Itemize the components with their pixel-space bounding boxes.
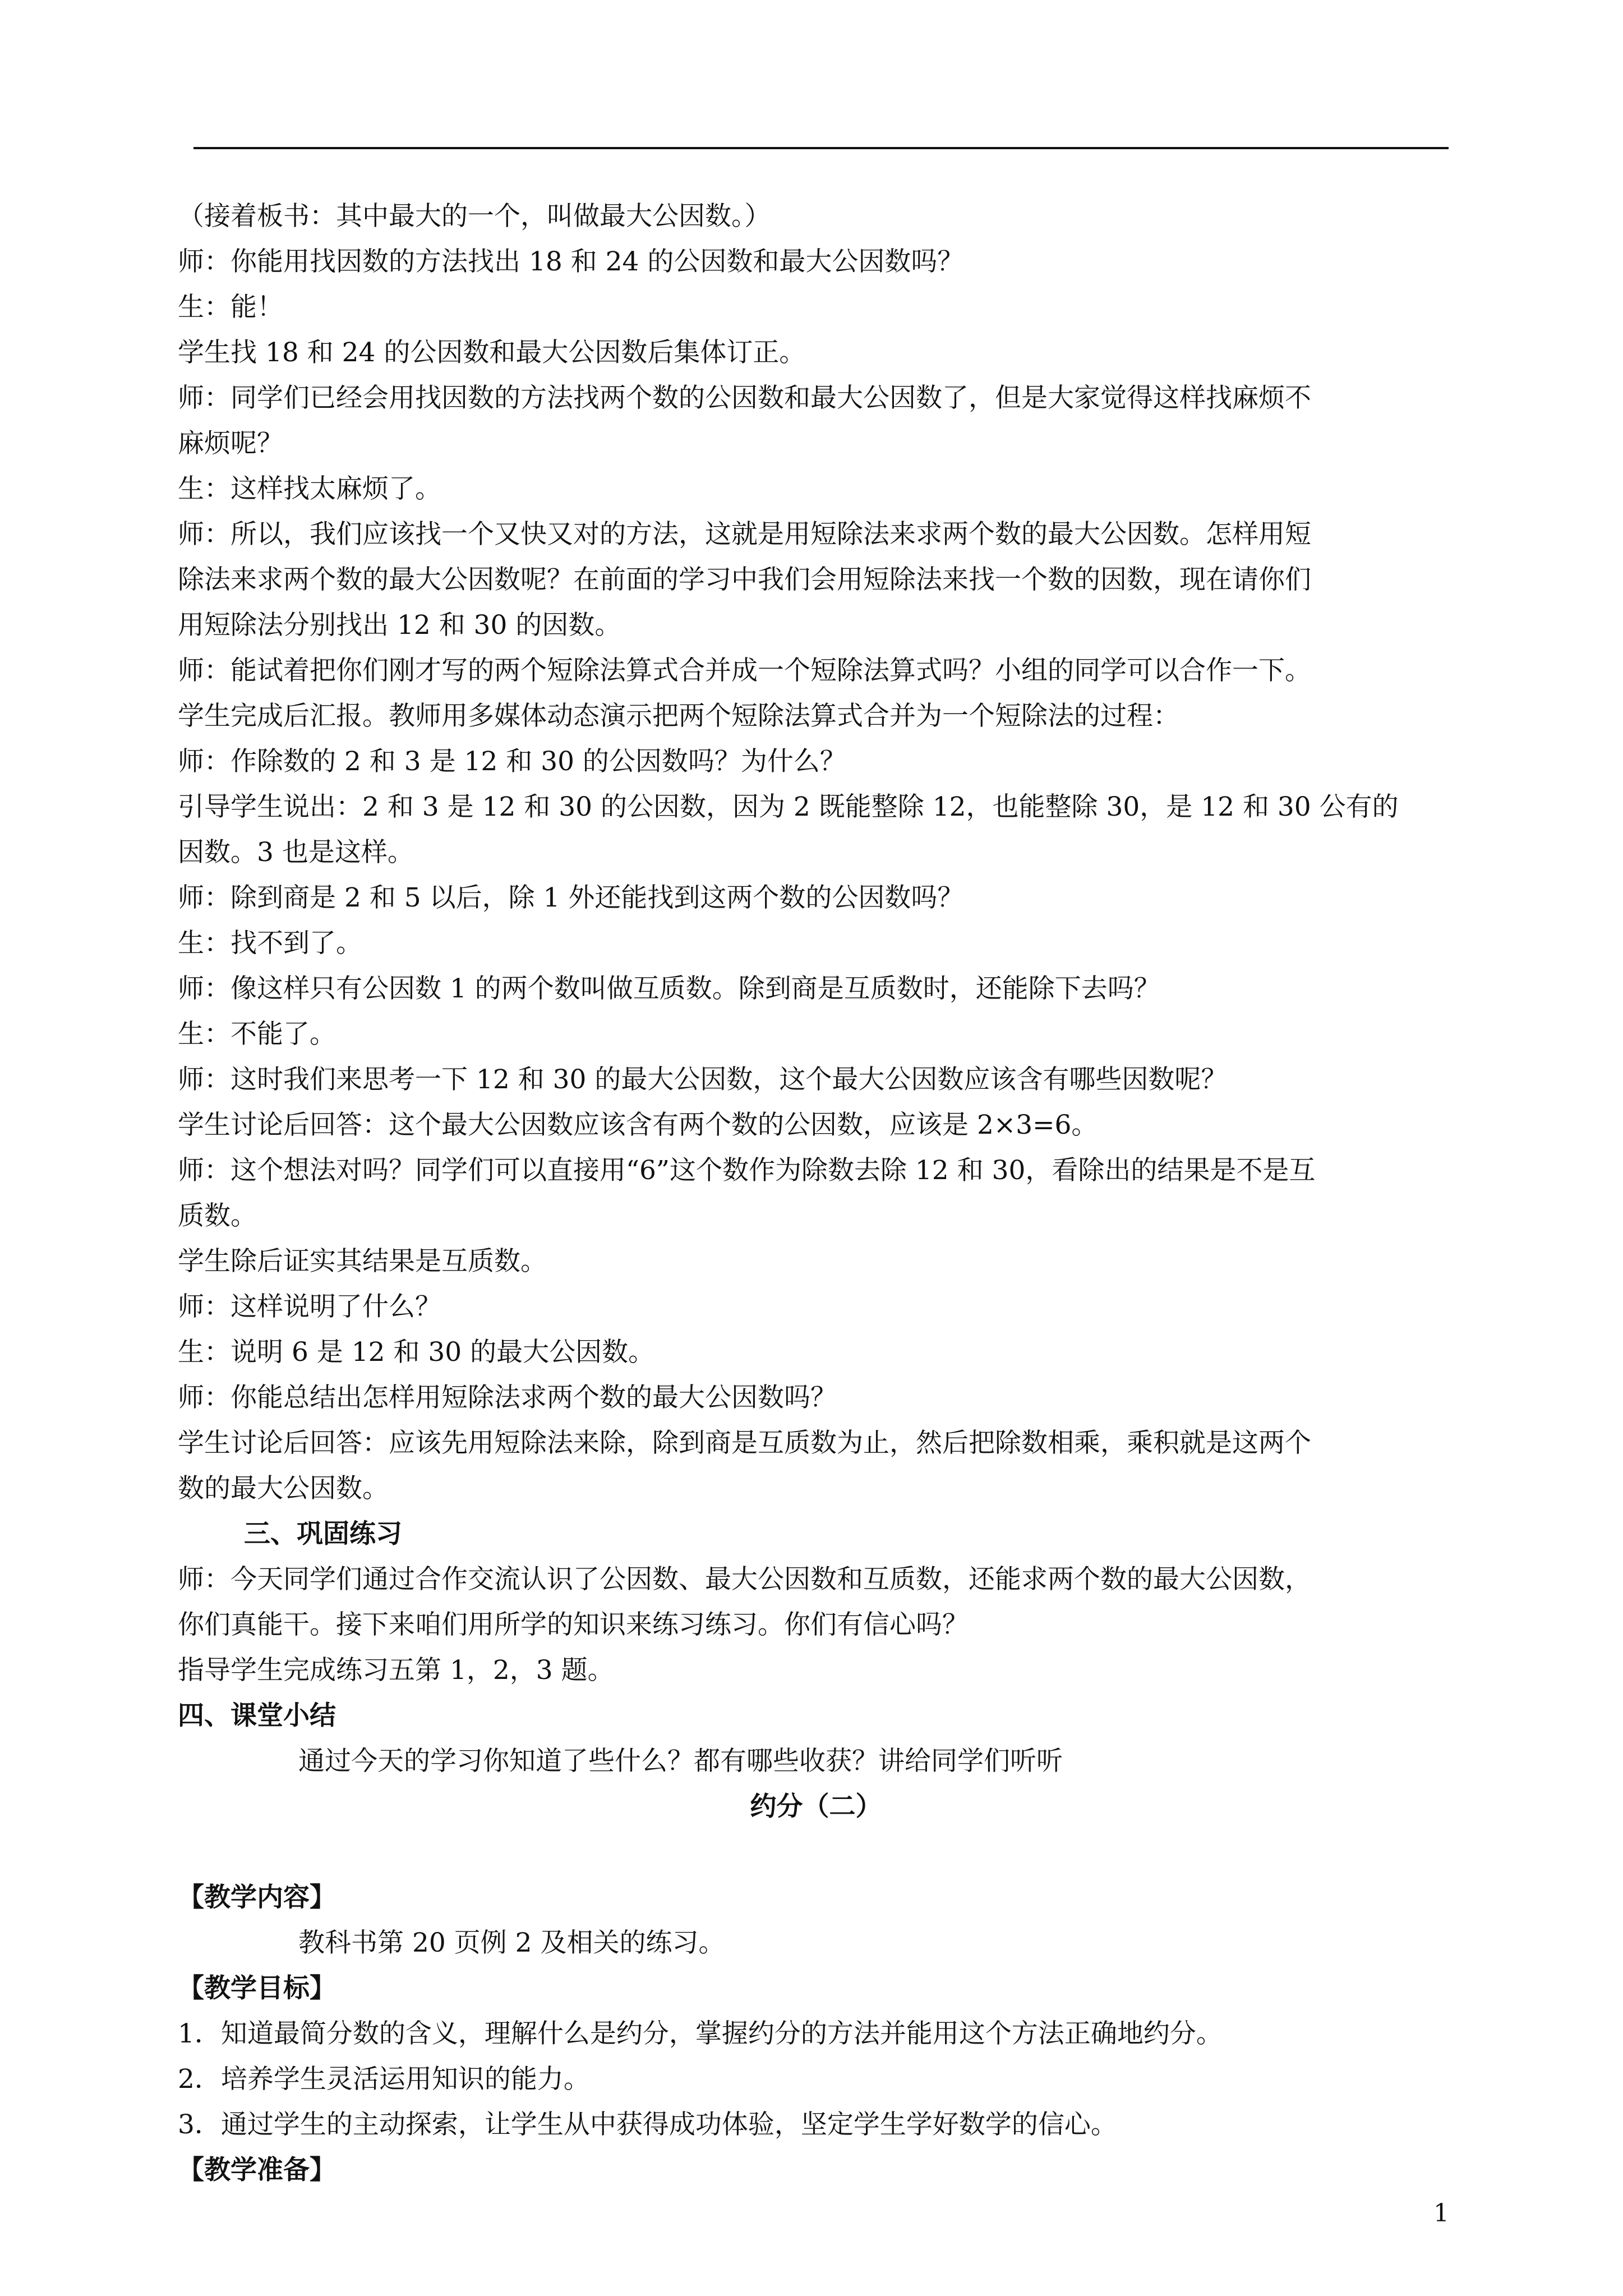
text-line: 学生完成后汇报。教师用多媒体动态演示把两个短除法算式合并为一个短除法的过程： (178, 701, 1179, 731)
text-line: 师：能试着把你们刚才写的两个短除法算式合并成一个短除法算式吗？小组的同学可以合作一下。 (178, 655, 1311, 686)
text-line: 数的最大公因数。 (178, 1473, 389, 1504)
section-heading-practice: 三、巩固练习 (244, 1519, 402, 1549)
teaching-content-text: 教科书第 20 页例 2 及相关的练习。 (298, 1927, 725, 1958)
text-line: （接着板书：其中最大的一个，叫做最大公因数。） (178, 201, 771, 232)
teaching-goals-heading: 【教学目标】 (178, 1973, 336, 2004)
text-line: 学生除后证实其结果是互质数。 (178, 1246, 547, 1277)
text-line: 生：说明 6 是 12 和 30 的最大公因数。 (178, 1337, 655, 1368)
text-line: 生：能！ (178, 292, 283, 323)
lesson-title: 约分（二） (750, 1791, 882, 1822)
page-number: 1 (1433, 2199, 1449, 2228)
text-line: 师：你能用找因数的方法找出 18 和 24 的公因数和最大公因数吗？ (178, 246, 964, 277)
text-line: 因数。3 也是这样。 (178, 837, 414, 868)
text-line: 用短除法分别找出 12 和 30 的因数。 (178, 610, 621, 641)
text-line: 师：今天同学们通过合作交流认识了公因数、最大公因数和互质数，还能求两个数的最大公因数， (178, 1564, 1311, 1595)
text-line: 师：所以，我们应该找一个又快又对的方法，这就是用短除法来求两个数的最大公因数。怎样用短 (178, 519, 1311, 550)
text-line: 生：这样找太麻烦了。 (178, 473, 441, 504)
teaching-content-heading: 【教学内容】 (178, 1882, 336, 1913)
blank-line (178, 1829, 1454, 1875)
text-line: 学生讨论后回答：这个最大公因数应该含有两个数的公因数，应该是 2×3=6。 (178, 1110, 1098, 1140)
text-line: 质数。 (178, 1200, 257, 1231)
text-line: 除法来求两个数的最大公因数呢？在前面的学习中我们会用短除法来找一个数的因数，现在请你们 (178, 564, 1311, 595)
text-line: 你们真能干。接下来咱们用所学的知识来练习练习。你们有信心吗？ (178, 1609, 969, 1640)
teaching-prep-heading: 【教学准备】 (178, 2155, 336, 2185)
text-line: 学生找 18 和 24 的公因数和最大公因数后集体订正。 (178, 337, 806, 368)
text-line: 引导学生说出：2 和 3 是 12 和 30 的公因数，因为 2 既能整除 12，也能整除 30，是 12 和 30 公有的 (178, 792, 1399, 822)
summary-text: 通过今天的学习你知道了些什么？都有哪些收获？讲给同学们听听 (298, 1746, 1063, 1777)
section-heading-summary: 四、课堂小结 (178, 1700, 336, 1731)
goal-item: 1．知道最简分数的含义，理解什么是约分，掌握约分的方法并能用这个方法正确地约分。 (178, 2018, 1223, 2049)
text-line: 师：你能总结出怎样用短除法求两个数的最大公因数吗？ (178, 1382, 837, 1413)
header-rule (193, 147, 1449, 149)
text-line: 麻烦呢？ (178, 428, 283, 459)
text-line: 师：这样说明了什么？ (178, 1291, 441, 1322)
text-line: 师：同学们已经会用找因数的方法找两个数的公因数和最大公因数了，但是大家觉得这样找麻烦不 (178, 383, 1311, 413)
text-line: 生：找不到了。 (178, 928, 362, 959)
text-line: 师：除到商是 2 和 5 以后，除 1 外还能找到这两个数的公因数吗？ (178, 882, 964, 913)
text-line: 师：作除数的 2 和 3 是 12 和 30 的公因数吗？为什么？ (178, 746, 846, 777)
goal-item: 3．通过学生的主动探索，让学生从中获得成功体验，坚定学生学好数学的信心。 (178, 2109, 1117, 2140)
text-line: 师：像这样只有公因数 1 的两个数叫做互质数。除到商是互质数时，还能除下去吗？ (178, 973, 1160, 1004)
page-body (178, 194, 1454, 2193)
text-line: 师：这时我们来思考一下 12 和 30 的最大公因数，这个最大公因数应该含有哪些因数呢？ (178, 1064, 1228, 1095)
text-line: 指导学生完成练习五第 1，2，3 题。 (178, 1655, 614, 1686)
text-line: 生：不能了。 (178, 1019, 336, 1050)
text-line: 师：这个想法对吗？同学们可以直接用“6”这个数作为除数去除 12 和 30，看除出的结果是不是互 (178, 1155, 1316, 1186)
text-line: 学生讨论后回答：应该先用短除法来除，除到商是互质数为止，然后把除数相乘，乘积就是这两个 (178, 1428, 1311, 1458)
goal-item: 2．培养学生灵活运用知识的能力。 (178, 2064, 590, 2095)
